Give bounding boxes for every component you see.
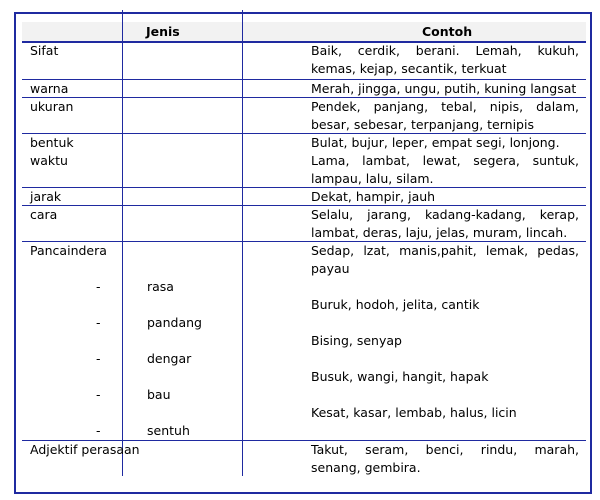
row-label-cara: cara: [30, 207, 58, 222]
row-example-perasaan: Takut, seram, benci, rindu, marah, senang, gembira.: [311, 442, 579, 475]
row-example-pancaindera: Sedap, lzat, manis,pahit, lemak, pedas, payau: [311, 243, 579, 276]
row-label-waktu: waktu: [30, 153, 68, 168]
row-label-pancaindera: Pancaindera: [30, 243, 107, 258]
header-background: [22, 22, 586, 41]
row-example-ukuran: Pendek, panjang, tebal, nipis, dalam, besar, sebesar, terpanjang, ternipis: [311, 99, 579, 132]
row-example-cara: Selalu, jarang, kadang-kadang, kerap, lambat, deras, laju, jelas, muram, lincah.: [311, 207, 579, 240]
sense-dash: -: [96, 351, 101, 366]
sense-name-pandang: pandang: [147, 315, 202, 330]
row-label-jarak: jarak: [30, 189, 62, 204]
sense-dash: -: [96, 315, 101, 330]
header-contoh: Contoh: [422, 24, 473, 39]
sense-name-rasa: rasa: [147, 279, 174, 294]
sense-example-2: Bising, senyap: [311, 333, 402, 348]
row-example-sifat: Baik, cerdik, berani. Lemah, kukuh, kemas, kejap, secantik, terkuat: [311, 43, 579, 76]
header-jenis: Jenis: [146, 24, 180, 39]
row-label-bentuk: bentuk: [30, 135, 74, 150]
row-example-waktu: Lama, lambat, lewat, segera, suntuk, lampau, lalu, silam.: [311, 153, 579, 186]
sense-example-4: Kesat, kasar, lembab, halus, licin: [311, 405, 517, 420]
adjective-table: [22, 22, 586, 488]
row-label-warna: warna: [30, 81, 69, 96]
sense-example-3: Busuk, wangi, hangit, hapak: [311, 369, 489, 384]
row-example-bentuk: Bulat, bujur, leper, empat segi, lonjong.: [311, 135, 560, 150]
row-label-ukuran: ukuran: [30, 99, 74, 114]
sense-example-1: Buruk, hodoh, jelita, cantik: [311, 297, 480, 312]
sense-dash: -: [96, 387, 101, 402]
row-example-jarak: Dekat, hampir, jauh: [311, 189, 436, 204]
sense-name-sentuh: sentuh: [147, 423, 190, 438]
row-label-sifat: Sifat: [30, 43, 59, 58]
sense-name-bau: bau: [147, 387, 171, 402]
row-label-perasaan: Adjektif perasaan: [30, 442, 140, 457]
sense-dash: -: [96, 423, 101, 438]
row-example-warna: Merah, jingga, ungu, putih, kuning langsat: [311, 81, 577, 96]
sense-name-dengar: dengar: [147, 351, 192, 366]
sense-dash: -: [96, 279, 101, 294]
